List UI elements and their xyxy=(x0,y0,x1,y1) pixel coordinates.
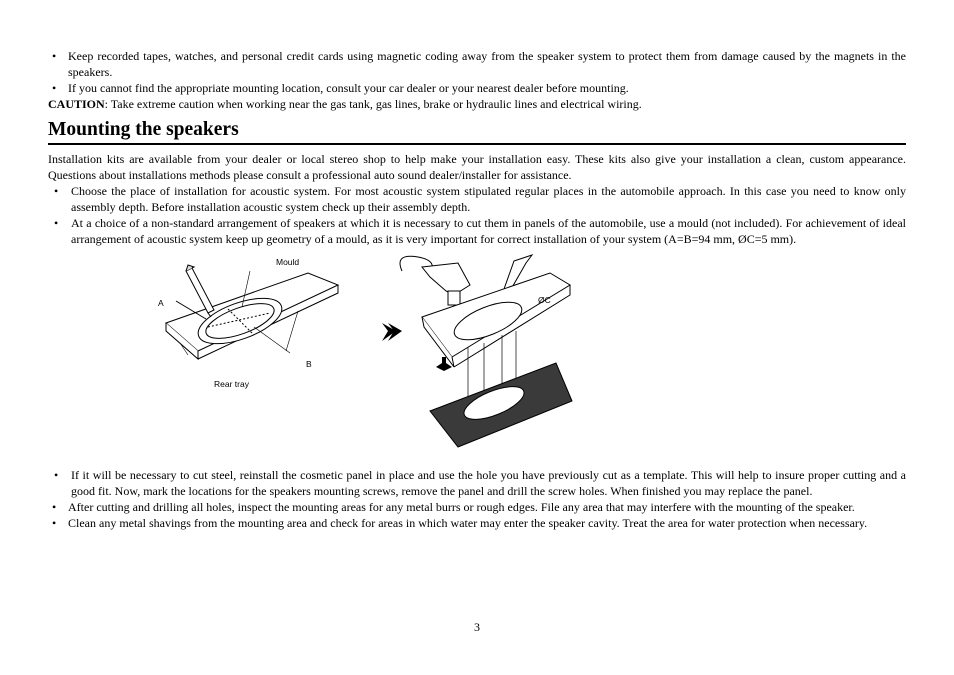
page-content xyxy=(48,48,906,531)
label-rear-tray: Rear tray xyxy=(214,379,249,389)
caution-note xyxy=(48,96,906,112)
label-c: ØC xyxy=(538,295,551,305)
list-item: • Keep recorded tapes, watches, and personal credit cards using magnetic coding away from the speaker system to protect them from damage caused by the magnets in the speakers. xyxy=(48,48,906,80)
list-item: • Clean any metal shavings from the mounting area and check for areas in which water may enter the speaker cavity. Treat the area for water protection when necessary. xyxy=(48,515,906,531)
rear-tray-drawing xyxy=(166,265,338,359)
intro-paragraph: Installation kits are available from your dealer or local stereo shop to help make your installation easy. These kits also give your installation a clean, custom appearance. Questions about installations methods please consult a professional auto sound dealer/installer for assistance. xyxy=(48,152,906,182)
mounting-illustration xyxy=(48,251,906,461)
label-a: A xyxy=(158,298,164,308)
list-item: • If you cannot find the appropriate mounting location, consult your car dealer or your nearest dealer before mounting. xyxy=(48,80,906,96)
section-heading-wrap xyxy=(48,118,906,145)
middle-bullet-list xyxy=(48,183,906,247)
metal-sheet-drawing xyxy=(430,363,572,447)
list-item: • At a choice of a non-standard arrangement of speakers at which it is necessary to cut them in panels of the automobile, use a mould (not included). For achievement of ideal arrangement of acoustic system keep up geometry of a mould, as it is very important for correct installation of your system (A=B=94 mm, ØC=5 mm). xyxy=(48,215,906,247)
section-title: Mounting the speakers xyxy=(48,119,239,140)
caution-text: : Take extreme caution when working near the gas tank, gas lines, brake or hydraulic lines and electrical wiring. xyxy=(104,97,642,111)
caution-label: CAUTION xyxy=(48,97,105,111)
label-b: B xyxy=(306,359,312,369)
top-bullet-list xyxy=(48,48,906,96)
mounting-diagram xyxy=(158,251,578,461)
list-item: • Choose the place of installation for acoustic system. For most acoustic system stipulated regular places in the automobile approach. In this case you need to know only assembly depth. Before installation acoustic system check up their assembly depth. xyxy=(48,183,906,215)
list-item: • After cutting and drilling all holes, inspect the mounting areas for any metal burrs or rough edges. File any area that may interfere with the mounting of the speaker. xyxy=(48,499,906,515)
list-item: • If it will be necessary to cut steel, reinstall the cosmetic panel in place and use the hole you have previously cut as a template. This will help to insure proper cutting and a good fit. Now, mark the locations for the speakers mounting screws, remove the panel and drill the screw holes. When finished you may replace the panel. xyxy=(48,467,906,499)
bottom-bullet-list xyxy=(48,467,906,531)
label-mould: Mould xyxy=(276,257,300,267)
page-number: 3 xyxy=(474,620,480,634)
